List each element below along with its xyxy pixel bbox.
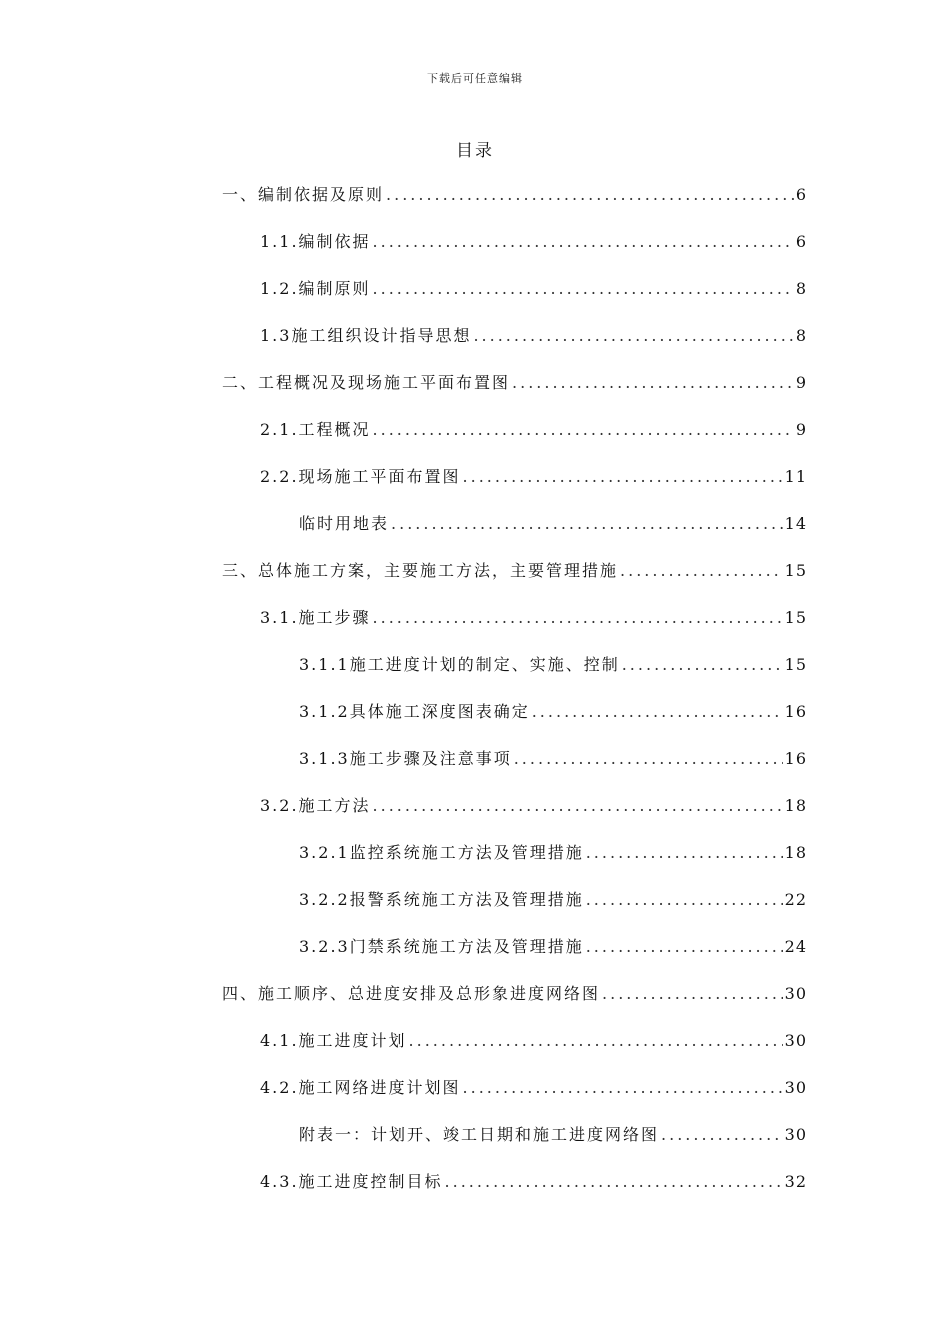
toc-page-number: 15 [784, 655, 807, 674]
toc-page-number: 30 [784, 984, 807, 1003]
toc-entry-text: 2.2.现场施工平面布置图 [260, 467, 461, 486]
toc-dot-leader [373, 274, 794, 304]
toc-title: 目录 [456, 141, 494, 161]
toc-page-number: 11 [784, 467, 807, 486]
toc-entry[interactable] [299, 697, 807, 727]
toc-entry-text: 3.1.2具体施工深度图表确定 [299, 702, 530, 721]
toc-dot-leader [463, 462, 783, 492]
toc-page-number: 6 [795, 232, 807, 251]
toc-dot-leader [661, 1120, 783, 1150]
toc-entry-text: 4.1.施工进度计划 [260, 1031, 407, 1050]
toc-page-number: 14 [784, 514, 807, 533]
toc-entry-text: 4.3.施工进度控制目标 [260, 1172, 443, 1191]
toc-entry[interactable] [222, 979, 807, 1009]
toc-dot-leader [514, 744, 783, 774]
toc-page-number: 18 [784, 843, 807, 862]
toc-entry-text: 临时用地表 [299, 514, 390, 533]
toc-entry[interactable] [222, 180, 807, 210]
toc-dot-leader [622, 650, 783, 680]
toc-entry[interactable] [260, 791, 807, 821]
toc-entry[interactable] [299, 838, 807, 868]
toc-dot-leader [620, 556, 783, 586]
toc-entry-text: 二、工程概况及现场施工平面布置图 [222, 373, 511, 392]
toc-dot-leader [373, 603, 783, 633]
toc-entry-text: 一、编制依据及原则 [222, 185, 385, 204]
toc-entry[interactable] [260, 274, 807, 304]
toc-entry-text: 3.1.1施工进度计划的制定、实施、控制 [299, 655, 620, 674]
toc-page-number: 32 [784, 1172, 807, 1191]
toc-entry[interactable] [222, 556, 807, 586]
toc-entry-text: 三、总体施工方案，主要施工方法，主要管理措施 [222, 561, 619, 580]
toc-entry-text: 3.2.1监控系统施工方法及管理措施 [299, 843, 584, 862]
toc-entry-text: 3.1.施工步骤 [260, 608, 371, 627]
toc-page-number: 9 [795, 373, 807, 392]
toc-dot-leader [391, 509, 783, 539]
toc-dot-leader [445, 1167, 783, 1197]
toc-entry-text: 1.3施工组织设计指导思想 [260, 326, 472, 345]
toc-dot-leader [373, 415, 794, 445]
toc-entry[interactable] [260, 227, 807, 257]
toc-dot-leader [473, 321, 793, 351]
toc-entry-text: 3.1.3施工步骤及注意事项 [299, 749, 512, 768]
toc-page-number: 15 [784, 561, 807, 580]
toc-entry-text: 附表一：计划开、竣工日期和施工进度网络图 [299, 1125, 660, 1144]
toc-page-number: 8 [795, 279, 807, 298]
toc-page-number: 30 [784, 1031, 807, 1050]
toc-dot-leader [512, 368, 794, 398]
toc-entry-text: 3.2.2报警系统施工方法及管理措施 [299, 890, 584, 909]
toc-entry-text: 3.2.施工方法 [260, 796, 371, 815]
toc-page-number: 30 [784, 1125, 807, 1144]
toc-page-number: 9 [795, 420, 807, 439]
toc-entry-text: 3.2.3门禁系统施工方法及管理措施 [299, 937, 584, 956]
toc-entry[interactable] [260, 415, 807, 445]
toc-dot-leader [463, 1073, 783, 1103]
toc-page-number: 16 [784, 749, 807, 768]
toc-entry[interactable] [260, 1167, 807, 1197]
toc-page-number: 22 [784, 890, 807, 909]
toc-entry[interactable] [299, 932, 807, 962]
toc-entry[interactable] [260, 462, 807, 492]
toc-page-number: 16 [784, 702, 807, 721]
toc-entry-text: 4.2.施工网络进度计划图 [260, 1078, 461, 1097]
toc-entry-text: 1.1.编制依据 [260, 232, 371, 251]
toc-page-number: 24 [784, 937, 807, 956]
toc-entry-text: 1.2.编制原则 [260, 279, 371, 298]
toc-entry-text: 四、施工顺序、总进度安排及总形象进度网络图 [222, 984, 601, 1003]
toc-dot-leader [586, 885, 783, 915]
toc-dot-leader [532, 697, 783, 727]
toc-entry[interactable] [222, 368, 807, 398]
toc-entry[interactable] [260, 1026, 807, 1056]
toc-dot-leader [586, 838, 783, 868]
toc-entry[interactable] [299, 650, 807, 680]
toc-entry[interactable] [260, 1073, 807, 1103]
toc-page-number: 18 [784, 796, 807, 815]
toc-page-number: 6 [795, 185, 807, 204]
toc-entry[interactable] [299, 885, 807, 915]
toc-page-number: 8 [795, 326, 807, 345]
toc-dot-leader [386, 180, 794, 210]
toc-entry[interactable] [260, 321, 807, 351]
toc-entry-text: 2.1.工程概况 [260, 420, 371, 439]
toc-dot-leader [602, 979, 783, 1009]
toc-entry[interactable] [299, 744, 807, 774]
toc-entry[interactable] [299, 1120, 807, 1150]
toc-entry[interactable] [299, 509, 807, 539]
toc-page-number: 30 [784, 1078, 807, 1097]
toc-entry[interactable] [260, 603, 807, 633]
header-note: 下载后可任意编辑 [427, 72, 523, 85]
toc-dot-leader [373, 791, 783, 821]
toc-dot-leader [373, 227, 794, 257]
toc-dot-leader [409, 1026, 783, 1056]
toc-dot-leader [586, 932, 783, 962]
toc-page-number: 15 [784, 608, 807, 627]
